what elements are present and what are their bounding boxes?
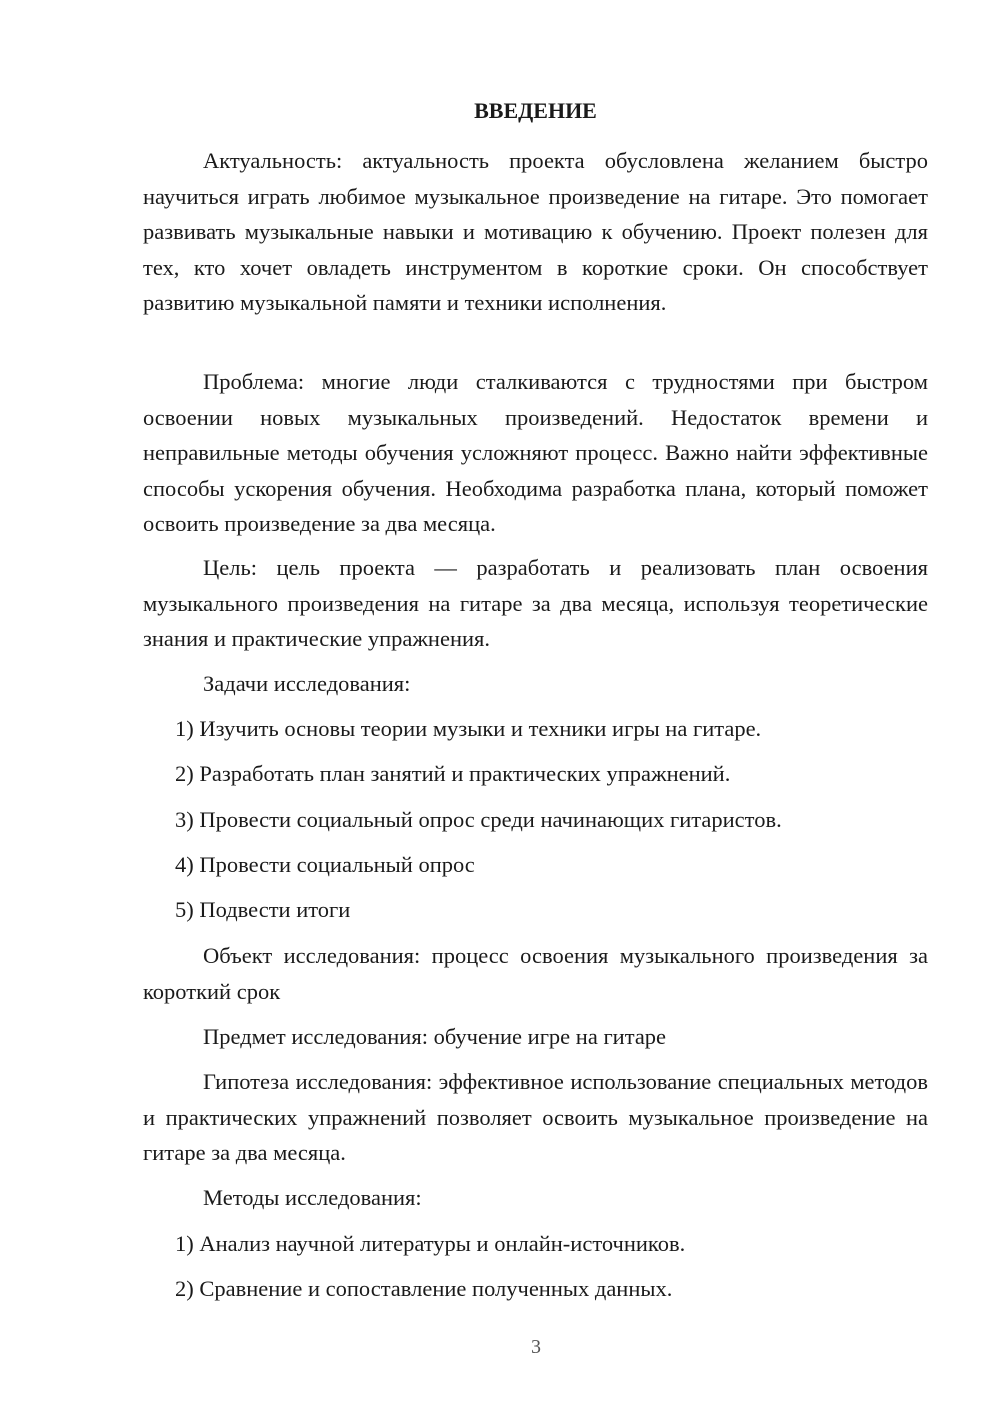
paragraph-object: Объект исследования: процесс освоения музыкального произведения за короткий срок (143, 943, 928, 1004)
task-item: 1) Изучить основы теории музыки и техники игры на гитаре. (175, 716, 762, 741)
methods-heading: Методы исследования: (203, 1185, 422, 1210)
page-number: 3 (531, 1336, 541, 1358)
paragraph-subject: Предмет исследования: обучение игре на гитаре (203, 1024, 667, 1049)
tasks-heading: Задачи исследования: (203, 671, 411, 696)
paragraph-hypothesis: Гипотеза исследования: эффективное использование специальных методов и практических упражнений позволяет освоить музыкальное произведение на гитаре за два месяца. (143, 1069, 928, 1165)
task-item: 3) Провести социальный опрос среди начинающих гитаристов. (175, 807, 782, 832)
task-item: 4) Провести социальный опрос (175, 852, 475, 877)
task-item: 5) Подвести итоги (175, 897, 351, 922)
paragraph-goal: Цель: цель проекта — разработать и реализовать план освоения музыкального произведения на гитаре за два месяца, используя теоретические знания и практические упражнения. (143, 555, 928, 651)
section-title: ВВЕДЕНИЕ (474, 98, 597, 123)
paragraph-problem: Проблема: многие люди сталкиваются с трудностями при быстром освоении новых музыкальных произведений. Недостаток времени и неправильные методы обучения усложняют процесс. Важно найти эффективные способы ускорения обучения. Необходима разработка плана, который поможет освоить произведение за два месяца. (143, 369, 928, 536)
method-item: 2) Сравнение и сопоставление полученных данных. (175, 1276, 673, 1301)
method-item: 1) Анализ научной литературы и онлайн-источников. (175, 1231, 686, 1256)
paragraph-actuality: Актуальность: актуальность проекта обусловлена желанием быстро научиться играть любимое музыкальное произведение на гитаре. Это помогает развивать музыкальные навыки и мотивацию к обучению. Проект полезен для тех, кто хочет овладеть инструментом в короткие сроки. Он способствует развитию музыкальной памяти и техники исполнения. (143, 148, 928, 315)
task-item: 2) Разработать план занятий и практических упражнений. (175, 761, 731, 786)
